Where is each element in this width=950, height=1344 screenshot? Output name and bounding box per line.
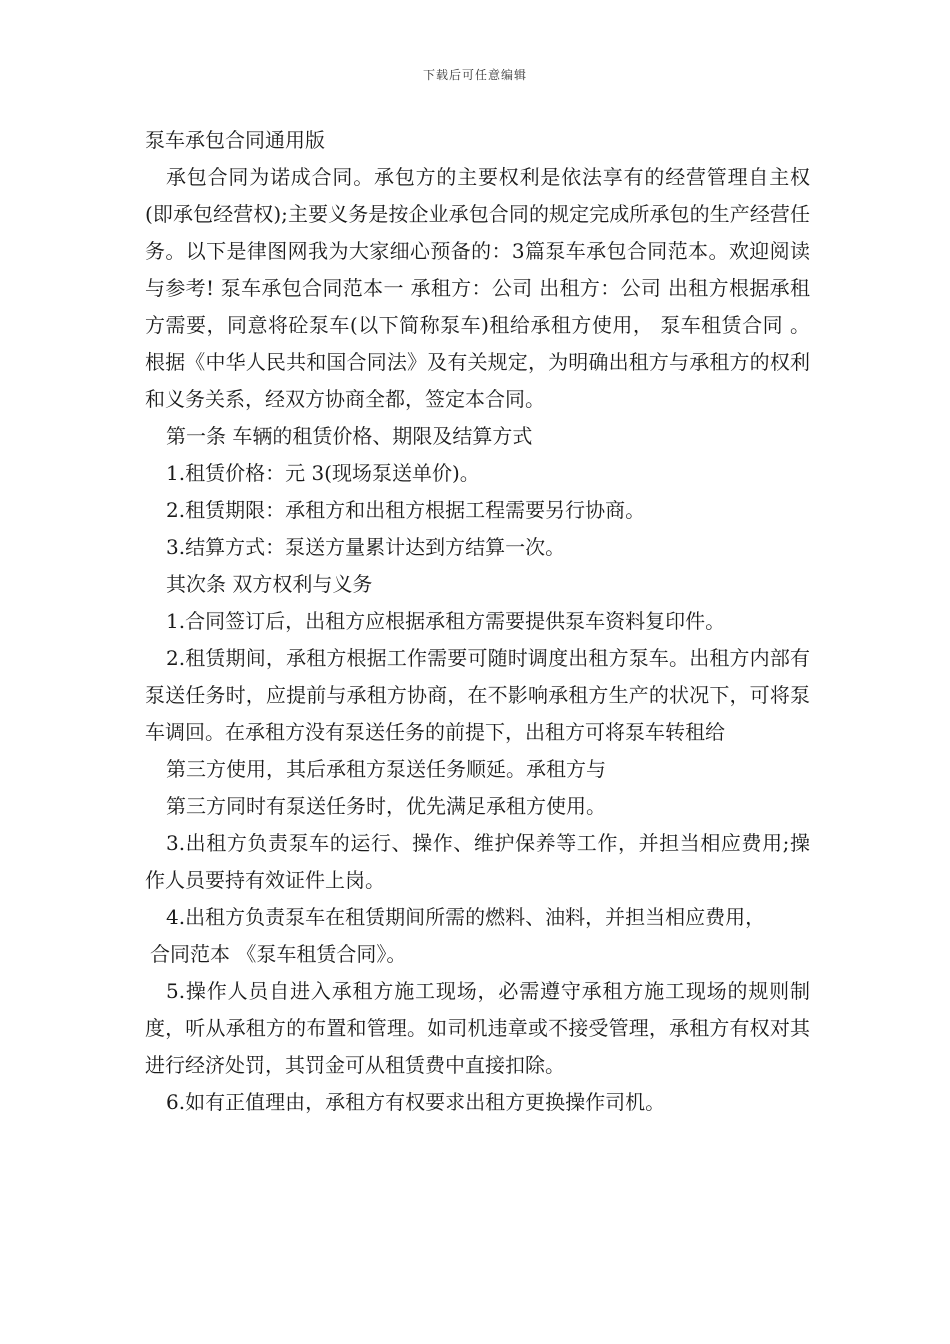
article-2-item-1: 1.合同签订后，出租方应根据承租方需要提供泵车资料复印件。 (166, 609, 726, 633)
article-2-item-3: 3.出租方负责泵车的运行、操作、维护保养等工作，并担当相应费用;操作人员要持有效证件上岗。 (145, 831, 810, 892)
article-2-item-6: 6.如有正值理由，承租方有权要求出租方更换操作司机。 (166, 1090, 666, 1114)
page-header-note: 下载后可任意编辑 (422, 68, 527, 82)
article-2-item-2: 2.租赁期间，承租方根据工作需要可随时调度出租方泵车。出租方内部有泵送任务时，应提前与承租方协商，在不影响承租方生产的状况下，可将泵车调回。在承租方没有泵送任务的前提下，出租方可将泵车转租给 (145, 646, 810, 744)
article-2-item-4: 4.出租方负责泵车在租赁期间所需的燃料、油料，并担当相应费用， (166, 905, 766, 929)
article-1-item-1: 1.租赁价格：元 3(现场泵送单价)。 (166, 461, 480, 485)
article-1-heading: 第一条 车辆的租赁价格、期限及结算方式 (166, 424, 533, 448)
article-2-item-4-cont: 合同范本 《泵车租赁合同》。 (150, 942, 407, 966)
article-2-heading: 其次条 双方权利与义务 (166, 572, 373, 596)
document-title: 泵车承包合同通用版 (145, 128, 325, 152)
article-1-item-2: 2.租赁期限：承租方和出租方根据工程需要另行协商。 (166, 498, 646, 522)
article-2-item-5: 5.操作人员自进入承租方施工现场，必需遵守承租方施工现场的规则制度，听从承租方的布置和管理。如司机违章或不接受管理，承租方有权对其进行经济处罚，其罚金可从租赁费中直接扣除。 (145, 979, 810, 1077)
article-1-item-3: 3.结算方式：泵送方量累计达到方结算一次。 (166, 535, 566, 559)
article-2-item-2-cont-b: 第三方同时有泵送任务时，优先满足承租方使用。 (166, 794, 606, 818)
document-body (145, 122, 810, 1121)
article-2-item-2-cont-a: 第三方使用，其后承租方泵送任务顺延。承租方与 (166, 757, 606, 781)
intro-paragraph: 承包合同为诺成合同。承包方的主要权利是依法享有的经营管理自主权(即承包经营权);主要义务是按企业承包合同的规定完成所承包的生产经营任务。以下是律图网我为大家细心预备的：3篇泵车承包合同范本。欢迎阅读与参考! 泵车承包合同范本一 承租方：公司 出租方：公司 出租方根据承租方需要，同意将砼泵车(以下简称泵车)租给承租方使用， 泵车租赁合同 。根据《中华人民共和国合同法》及有关规定，为明确出租方与承租方的权利和义务关系，经双方协商全都，签定本合同。 (145, 165, 810, 411)
